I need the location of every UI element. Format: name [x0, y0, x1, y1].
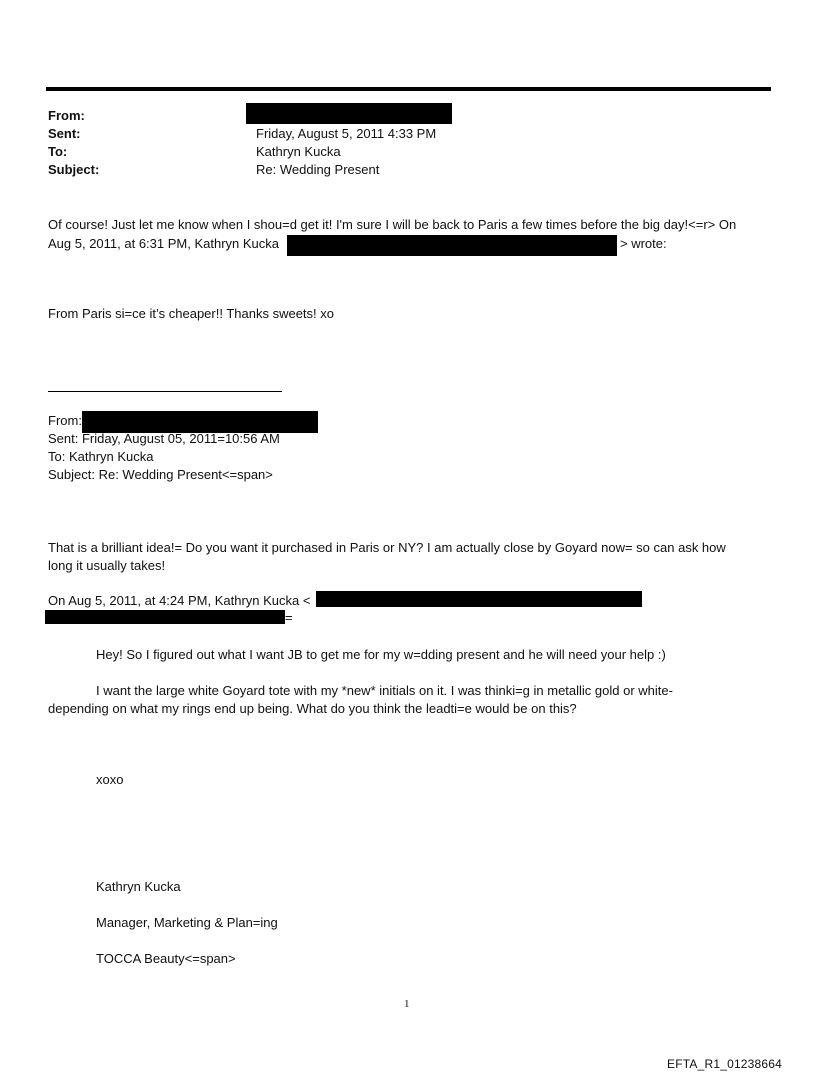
redaction-email-2	[316, 591, 642, 607]
from-label: From:	[48, 108, 85, 123]
to-label: To:	[48, 144, 68, 159]
on-line: On Aug 5, 2011, at 4:24 PM, Kathryn Kucka <	[48, 593, 311, 608]
sent-value: Friday, August 5, 2011 4:33 PM	[256, 126, 437, 141]
quoted-divider	[48, 391, 282, 392]
paris-line: From Paris si=ce it’s cheaper!! Thanks sweets! xo	[48, 306, 334, 321]
redaction-email-1	[287, 235, 617, 256]
reply-line-2: Aug 5, 2011, at 6:31 PM, Kathryn Kucka	[48, 236, 280, 251]
idea-line-1: That is a brilliant idea!= Do you want it purchased in Paris or NY? I am actually close by Goyard now= so can ask how	[48, 540, 726, 555]
quoted-subject: Subject: Re: Wedding Present<=span>	[48, 467, 273, 482]
want-line-2: depending on what my rings end up being. What do you think the leadti=e would be on this?	[48, 701, 577, 716]
hey-line: Hey! So I figured out what I want JB to get me for my w=dding present and he will need your help :)	[96, 647, 666, 662]
header-rule	[46, 87, 771, 91]
wrote-tail: =	[285, 610, 293, 625]
page-number: 1	[404, 998, 410, 1010]
subject-label: Subject:	[48, 162, 100, 177]
quoted-from: From:	[48, 413, 82, 428]
redaction-from-address	[246, 103, 452, 124]
quoted-to: To: Kathryn Kucka	[48, 449, 154, 464]
xoxo-signoff: xoxo	[96, 772, 124, 787]
idea-line-2: long it usually takes!	[48, 558, 166, 573]
quoted-sent: Sent: Friday, August 05, 2011=10:56 AM	[48, 431, 280, 446]
signature-title: Manager, Marketing & Plan=ing	[96, 915, 278, 930]
document-id: EFTA_R1_01238664	[667, 1057, 783, 1071]
redaction-email-3	[45, 610, 285, 624]
reply-wrote: > wrote:	[620, 236, 667, 251]
sent-label: Sent:	[48, 126, 81, 141]
signature-name: Kathryn Kucka	[96, 879, 181, 894]
signature-company: TOCCA Beauty<=span>	[96, 951, 236, 966]
want-line-1: I want the large white Goyard tote with my *new* initials on it. I was thinki=g in metallic gold or white-	[96, 683, 673, 698]
subject-value: Re: Wedding Present	[256, 162, 380, 177]
reply-line-1: Of course! Just let me know when I shou=d get it! I'm sure I will be back to Paris a few times before the big day!<=r> On	[48, 217, 737, 232]
to-value: Kathryn Kucka	[256, 144, 341, 159]
